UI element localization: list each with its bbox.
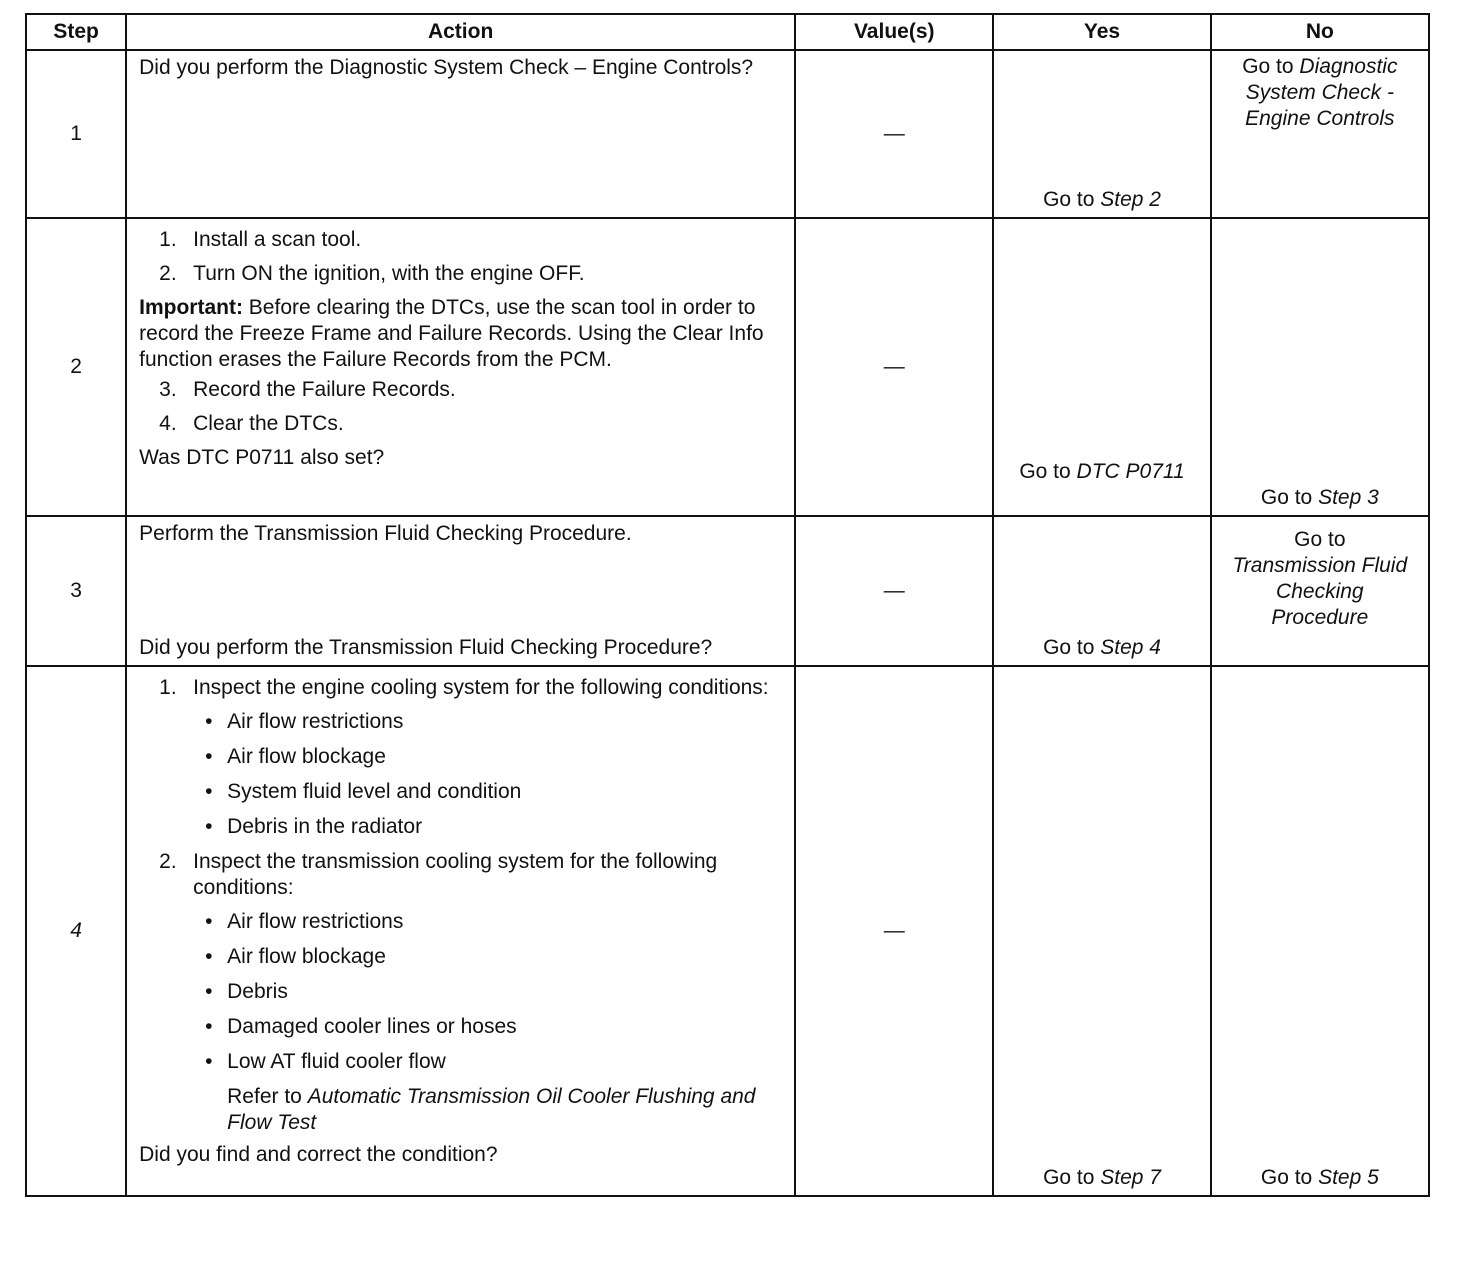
no-link[interactable]	[1212, 485, 1428, 511]
item-number: 2.	[159, 850, 177, 873]
no-cell	[1211, 516, 1429, 666]
table-row	[26, 218, 1429, 516]
yes-cell	[993, 50, 1210, 218]
value-cell: —	[795, 50, 993, 218]
item-text: Clear the DTCs.	[193, 412, 344, 435]
header-values: Value(s)	[795, 14, 993, 50]
step-number: 1	[26, 50, 126, 218]
yes-cell	[993, 218, 1210, 516]
link-prefix: Go to	[1260, 486, 1319, 509]
link-prefix: Go to	[1294, 528, 1346, 551]
diagnostic-table	[25, 13, 1430, 1197]
link-target: Diagnostic System Check - Engine Controls	[1245, 55, 1398, 130]
bullet-text: Damaged cooler lines or hoses	[227, 1015, 517, 1038]
numbered-item	[159, 411, 784, 437]
item-text: Turn ON the ignition, with the engine OFF.	[193, 262, 585, 285]
bullet-icon: •	[205, 945, 213, 968]
header-no: No	[1211, 14, 1429, 50]
numbered-item	[159, 377, 784, 403]
link-target: Transmission Fluid Checking Procedure	[1232, 554, 1408, 629]
yes-link[interactable]	[994, 1165, 1209, 1191]
bullet-item	[205, 1049, 784, 1075]
link-prefix: Go to	[1019, 460, 1077, 483]
bullet-item	[205, 1014, 784, 1040]
action-cell	[126, 666, 795, 1196]
action-cell	[126, 218, 795, 516]
important-note	[139, 295, 784, 373]
no-link[interactable]	[1212, 517, 1428, 631]
bullet-text: Low AT fluid cooler flow	[227, 1050, 446, 1073]
link-prefix: Go to	[1043, 188, 1101, 211]
action-instruction: Perform the Transmission Fluid Checking Procedure.	[139, 522, 632, 545]
bullet-item	[205, 709, 784, 735]
item-number: 1.	[159, 228, 177, 251]
bullet-text: System fluid level and condition	[227, 780, 522, 803]
bullet-icon: •	[205, 815, 213, 838]
yes-cell	[993, 666, 1210, 1196]
bullet-item	[205, 814, 784, 840]
yes-cell	[993, 516, 1210, 666]
table-row	[26, 516, 1429, 666]
value-cell: —	[795, 666, 993, 1196]
no-cell	[1211, 50, 1429, 218]
action-question: Did you find and correct the condition?	[139, 1143, 498, 1166]
bullet-text: Air flow restrictions	[227, 910, 404, 933]
item-number: 3.	[159, 378, 177, 401]
yes-link[interactable]	[994, 187, 1209, 213]
action-question: Did you perform the Diagnostic System Check – Engine Controls?	[139, 56, 754, 79]
item-text: Inspect the engine cooling system for the following conditions:	[193, 676, 769, 699]
value-cell: —	[795, 516, 993, 666]
action-question: Did you perform the Transmission Fluid Checking Procedure?	[139, 636, 713, 659]
bullet-icon: •	[205, 710, 213, 733]
bullet-icon: •	[205, 910, 213, 933]
yes-link[interactable]	[994, 459, 1209, 485]
link-target: Step 5	[1318, 1166, 1379, 1189]
bullet-text: Debris	[227, 980, 288, 1003]
table-row	[26, 666, 1429, 1196]
item-text: Inspect the transmission cooling system for the following conditions:	[193, 850, 718, 899]
bullet-icon: •	[205, 980, 213, 1003]
bullet-item	[205, 944, 784, 970]
value-cell: —	[795, 218, 993, 516]
link-target: Step 3	[1318, 486, 1379, 509]
bullet-item	[205, 909, 784, 935]
link-prefix: Go to	[1043, 1166, 1101, 1189]
numbered-item	[159, 675, 784, 701]
item-text: Install a scan tool.	[193, 228, 362, 251]
link-prefix: Go to	[1260, 1166, 1319, 1189]
reference-target: Automatic Transmission Oil Cooler Flushing and Flow Test	[227, 1085, 756, 1134]
header-row	[26, 14, 1429, 50]
header-step: Step	[26, 14, 126, 50]
bullet-icon: •	[205, 745, 213, 768]
link-target: Step 4	[1100, 636, 1161, 659]
bullet-text: Debris in the radiator	[227, 815, 423, 838]
bullet-item	[205, 744, 784, 770]
no-link[interactable]	[1212, 1165, 1428, 1191]
numbered-item	[159, 261, 784, 287]
link-target: Step 7	[1100, 1166, 1161, 1189]
link-prefix: Go to	[1043, 636, 1101, 659]
item-text: Record the Failure Records.	[193, 378, 456, 401]
action-cell	[126, 50, 795, 218]
bullet-text: Air flow blockage	[227, 745, 386, 768]
step-number: 3	[26, 516, 126, 666]
table-row	[26, 50, 1429, 218]
bullet-icon: •	[205, 1015, 213, 1038]
item-number: 1.	[159, 676, 177, 699]
bullet-item	[205, 979, 784, 1005]
item-number: 2.	[159, 262, 177, 285]
link-prefix: Go to	[1242, 55, 1300, 78]
action-question: Was DTC P0711 also set?	[139, 446, 385, 469]
step-number: 2	[26, 218, 126, 516]
no-cell	[1211, 218, 1429, 516]
link-target: Step 2	[1100, 188, 1161, 211]
no-cell	[1211, 666, 1429, 1196]
action-cell	[126, 516, 795, 666]
numbered-item	[159, 227, 784, 253]
step-number: 4	[26, 666, 126, 1196]
link-target: DTC P0711	[1076, 460, 1185, 483]
bullet-item	[205, 779, 784, 805]
bullet-icon: •	[205, 780, 213, 803]
numbered-item	[159, 849, 784, 901]
important-text: Before clearing the DTCs, use the scan tool in order to record the Freeze Frame and Failure Records. Using the Clear Info function erases the Failure Records from the PCM.	[139, 296, 764, 371]
item-number: 4.	[159, 412, 177, 435]
bullet-icon: •	[205, 1050, 213, 1073]
header-action: Action	[126, 14, 795, 50]
header-yes: Yes	[993, 14, 1210, 50]
bullet-text: Air flow blockage	[227, 945, 386, 968]
reference-link[interactable]	[227, 1084, 784, 1136]
important-label: Important:	[139, 296, 243, 319]
no-link[interactable]	[1212, 51, 1428, 132]
yes-link[interactable]	[994, 635, 1209, 661]
bullet-text: Air flow restrictions	[227, 710, 404, 733]
reference-prefix: Refer to	[227, 1085, 308, 1108]
